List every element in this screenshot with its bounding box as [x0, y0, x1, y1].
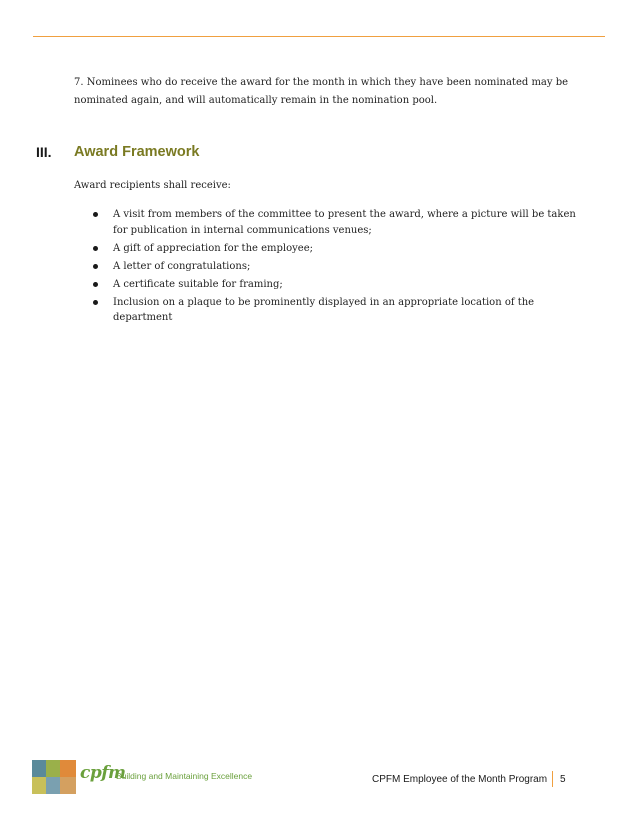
logo-squares-icon: [32, 760, 76, 794]
list-item: [92, 277, 592, 293]
footer-divider: [552, 771, 553, 787]
logo-square: [32, 760, 46, 777]
logo-square: [46, 760, 60, 777]
list-item: [92, 207, 592, 238]
header-rule: [33, 36, 605, 37]
nomination-item-7: 7. Nominees who do receive the award for the month in which they have been nominated may be nominated again, and will automatically remain in the nomination pool.: [74, 77, 569, 106]
section-number: III.: [36, 144, 52, 160]
logo-square: [60, 777, 76, 794]
logo-square: [60, 760, 76, 777]
list-item: [92, 241, 592, 257]
footer-document-title: CPFM Employee of the Month Program: [372, 774, 548, 785]
logo-text: cpfm: [80, 763, 126, 783]
award-list: [92, 207, 592, 328]
section-intro: Award recipients shall receive:: [74, 180, 231, 191]
bullet-icon: [93, 246, 98, 251]
bullet-icon: [93, 282, 98, 287]
page-number: 5: [560, 774, 566, 785]
list-item: [92, 259, 592, 275]
list-item: [92, 295, 592, 326]
list-item-text: A letter of congratulations;: [113, 260, 251, 272]
logo-square: [32, 777, 46, 794]
logo-tagline: Building and Maintaining Excellence: [116, 771, 253, 781]
section-title: Award Framework: [74, 144, 200, 160]
list-item-text: A certificate suitable for framing;: [113, 278, 283, 290]
bullet-icon: [93, 212, 98, 217]
bullet-icon: [93, 300, 98, 305]
bullet-icon: [93, 264, 98, 269]
logo-square: [46, 777, 60, 794]
list-item-text: A visit from members of the committee to present the award, where a picture will be taken for publication in internal communications venues;: [113, 209, 576, 236]
list-item-text: A gift of appreciation for the employee;: [113, 242, 313, 254]
footer-logo: [32, 760, 272, 794]
list-item-text: Inclusion on a plaque to be prominently displayed in an appropriate location of the department: [113, 296, 535, 323]
